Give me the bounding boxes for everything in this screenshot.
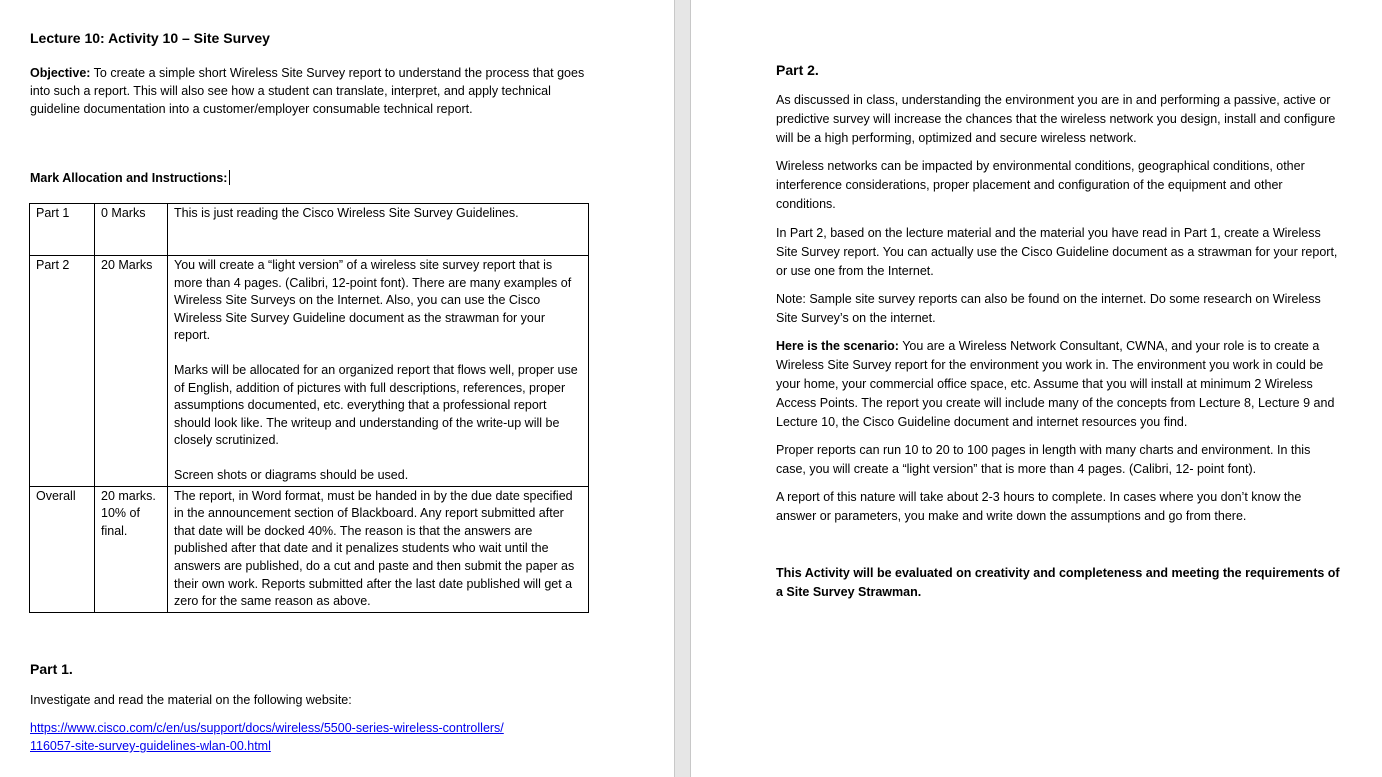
table-cell-part: Part 1 (30, 204, 95, 256)
text-cursor (229, 170, 230, 185)
mark-allocation-table (29, 203, 589, 613)
part2-paragraph: Note: Sample site survey reports can also be found on the internet. Do some research on Wireless Site Survey’s on the internet. (776, 292, 1321, 325)
page-gutter (674, 0, 691, 777)
table-cell-marks: 20 marks. 10% of final. (95, 486, 168, 612)
part2-paragraph: Wireless networks can be impacted by environmental conditions, geographical conditions, other interference considerations, proper placement and configuration of the equipment and other conditions. (776, 159, 1305, 211)
table-cell-part: Overall (30, 486, 95, 612)
scenario-label: Here is the scenario: (776, 339, 899, 353)
table-cell-marks: 0 Marks (95, 204, 168, 256)
table-cell-description: This is just reading the Cisco Wireless Site Survey Guidelines. (168, 204, 589, 256)
table-row (30, 256, 589, 487)
part2-paragraph: As discussed in class, understanding the environment you are in and performing a passive, active or predictive survey will increase the chances that the wireless network you design, install and configure will be a high performing, optimized and secure wireless network. (776, 93, 1336, 145)
objective-label: Objective: (30, 66, 91, 80)
description-paragraph: Marks will be allocated for an organized report that flows well, proper use of English, addition of pictures with full descriptions, references, proper assumptions documented, etc. everything that a professional report should look like. The writeup and understanding of the write-up will be closely scrutinized. (174, 362, 578, 448)
scenario-paragraph (776, 337, 1341, 432)
cisco-guidelines-link[interactable]: https://www.cisco.com/c/en/us/support/docs/wireless/5500-series-wireless-controllers/116057-site-survey-guidelines-wlan-00.html (30, 721, 504, 753)
part1-instructions: Investigate and read the material on the following website: (30, 693, 352, 707)
objective-text: To create a simple short Wireless Site Survey report to understand the process that goes into such a report. This will also see how a student can translate, interpret, and apply technical guideline documentation into a customer/employer consumable technical report. (30, 66, 585, 116)
evaluation-note: This Activity will be evaluated on creativity and completeness and meeting the requirements of a Site Survey Strawman. (776, 566, 1340, 599)
part2-paragraph: A report of this nature will take about 2-3 hours to complete. In cases where you don’t know the answer or parameters, you make and write down the assumptions and go from there. (776, 490, 1302, 523)
part2-paragraph: Proper reports can run 10 to 20 to 100 pages in length with many charts and environment. In this case, you will create a “light version” that is more than 4 pages. (Calibri, 12- point font). (776, 443, 1311, 476)
table-row (30, 486, 589, 612)
table-cell-part: Part 2 (30, 256, 95, 487)
scenario-text: You are a Wireless Network Consultant, CWNA, and your role is to create a Wireless Site Survey report for the environment you work in. The environment you work in could be your home, your commercial office space, etc. Assume that you will install at minimum 2 Wireless Access Points. The report you create will include many of the concepts from Lecture 8, Lecture 9 and Lecture 10, the Cisco Guideline document and internet resources you find. (776, 339, 1335, 429)
right-page (691, 0, 1382, 777)
table-row (30, 204, 589, 256)
document-title: Lecture 10: Activity 10 – Site Survey (30, 30, 270, 46)
part2-heading: Part 2. (776, 62, 819, 78)
part2-paragraph: In Part 2, based on the lecture material and the material you have read in Part 1, create a Wireless Site Survey report. You can actually use the Cisco Guideline document as a strawman for your report, or use one from the Internet. (776, 226, 1338, 278)
left-page (0, 0, 674, 777)
description-paragraph: You will create a “light version” of a wireless site survey report that is more than 4 pages. (Calibri, 12-point font). There are many examples of Wireless Site Surveys on the Internet. Also, you can use the Cisco Wireless Site Survey Guideline document as the strawman for your report. (174, 258, 572, 343)
table-cell-marks: 20 Marks (95, 256, 168, 487)
table-cell-description (168, 256, 589, 487)
part1-heading: Part 1. (30, 661, 73, 677)
mark-allocation-heading[interactable] (30, 169, 230, 187)
description-paragraph: Screen shots or diagrams should be used. (174, 467, 409, 482)
mark-allocation-heading-text: Mark Allocation and Instructions: (30, 171, 228, 185)
objective-paragraph (30, 64, 590, 118)
table-cell-description: The report, in Word format, must be handed in by the due date specified in the announcement section of Blackboard. Any report submitted after that date will be docked 40%. The reason is that the answers are published after that date and it penalizes students who wait until the answers are published, do a cut and paste and then submit the paper as their own work. Reports submitted after the last date published will get a zero for the same reason as above. (168, 486, 589, 612)
